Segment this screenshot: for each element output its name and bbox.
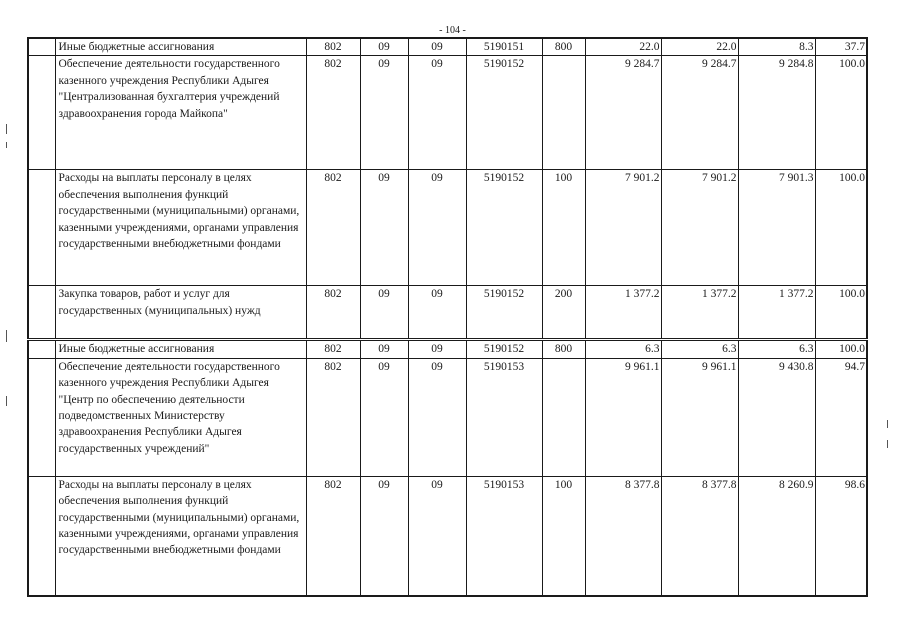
planned-amount: 7 901.2	[585, 170, 661, 286]
ministry-code: 802	[306, 38, 360, 56]
target-article-code: 5190153	[466, 358, 542, 476]
execution-percent: 37.7	[815, 38, 867, 56]
execution-percent: 100.0	[815, 286, 867, 340]
refined-amount: 6.3	[661, 340, 738, 358]
planned-amount: 1 377.2	[585, 286, 661, 340]
expense-type-code: 100	[542, 170, 585, 286]
scan-margin-mark	[887, 440, 888, 448]
row-description: Иные бюджетные ассигнования	[55, 38, 306, 56]
table-row	[28, 340, 867, 358]
actual-amount: 9 430.8	[738, 358, 815, 476]
table-row	[28, 56, 867, 170]
expense-type-code	[542, 358, 585, 476]
refined-amount: 9 961.1	[661, 358, 738, 476]
expense-type-code: 200	[542, 286, 585, 340]
scan-margin-mark	[6, 124, 7, 134]
subsection-code: 09	[408, 38, 466, 56]
section-code: 09	[360, 476, 408, 596]
row-margin-cell	[28, 38, 55, 56]
ministry-code: 802	[306, 170, 360, 286]
row-description: Обеспечение деятельности государственного казенного учреждения Республики Адыгея "Центр по обеспечению деятельности подведомственных Министерству здравоохранения Республики Адыгея государственных учреждений"	[55, 358, 306, 476]
planned-amount: 8 377.8	[585, 476, 661, 596]
subsection-code: 09	[408, 340, 466, 358]
planned-amount: 9 284.7	[585, 56, 661, 170]
scan-margin-mark	[6, 330, 7, 342]
row-description: Закупка товаров, работ и услуг для государственных (муниципальных) нужд	[55, 286, 306, 340]
section-code: 09	[360, 170, 408, 286]
table-row	[28, 170, 867, 286]
scan-margin-mark	[6, 396, 7, 406]
row-description: Расходы на выплаты персоналу в целях обеспечения выполнения функций государственными (муниципальными) органами, казенными учреждениями, органами управления государственными внебюджетными фондами	[55, 476, 306, 596]
table-row	[28, 38, 867, 56]
actual-amount: 1 377.2	[738, 286, 815, 340]
row-margin-cell	[28, 476, 55, 596]
subsection-code: 09	[408, 286, 466, 340]
ministry-code: 802	[306, 476, 360, 596]
table-row	[28, 476, 867, 596]
budget-expenditure-table	[27, 37, 868, 597]
scan-margin-mark	[6, 142, 7, 148]
refined-amount: 9 284.7	[661, 56, 738, 170]
expense-type-code	[542, 56, 585, 170]
refined-amount: 1 377.2	[661, 286, 738, 340]
target-article-code: 5190152	[466, 170, 542, 286]
row-margin-cell	[28, 170, 55, 286]
actual-amount: 9 284.8	[738, 56, 815, 170]
section-code: 09	[360, 358, 408, 476]
ministry-code: 802	[306, 56, 360, 170]
ministry-code: 802	[306, 340, 360, 358]
subsection-code: 09	[408, 358, 466, 476]
ministry-code: 802	[306, 286, 360, 340]
refined-amount: 8 377.8	[661, 476, 738, 596]
target-article-code: 5190152	[466, 286, 542, 340]
actual-amount: 8 260.9	[738, 476, 815, 596]
actual-amount: 6.3	[738, 340, 815, 358]
target-article-code: 5190152	[466, 340, 542, 358]
section-code: 09	[360, 286, 408, 340]
execution-percent: 100.0	[815, 340, 867, 358]
execution-percent: 98.6	[815, 476, 867, 596]
table-row	[28, 286, 867, 340]
execution-percent: 100.0	[815, 170, 867, 286]
page-number: - 104 -	[439, 25, 466, 36]
refined-amount: 7 901.2	[661, 170, 738, 286]
subsection-code: 09	[408, 56, 466, 170]
target-article-code: 5190152	[466, 56, 542, 170]
target-article-code: 5190151	[466, 38, 542, 56]
subsection-code: 09	[408, 476, 466, 596]
target-article-code: 5190153	[466, 476, 542, 596]
planned-amount: 9 961.1	[585, 358, 661, 476]
scan-margin-mark	[887, 420, 888, 428]
row-margin-cell	[28, 56, 55, 170]
row-margin-cell	[28, 358, 55, 476]
expense-type-code: 100	[542, 476, 585, 596]
row-description: Обеспечение деятельности государственного казенного учреждения Республики Адыгея "Централизованная бухгалтерия учреждений здравоохранения города Майкопа"	[55, 56, 306, 170]
execution-percent: 94.7	[815, 358, 867, 476]
row-margin-cell	[28, 340, 55, 358]
planned-amount: 22.0	[585, 38, 661, 56]
section-code: 09	[360, 38, 408, 56]
row-description: Иные бюджетные ассигнования	[55, 340, 306, 358]
refined-amount: 22.0	[661, 38, 738, 56]
actual-amount: 7 901.3	[738, 170, 815, 286]
table-row	[28, 358, 867, 476]
subsection-code: 09	[408, 170, 466, 286]
planned-amount: 6.3	[585, 340, 661, 358]
actual-amount: 8.3	[738, 38, 815, 56]
ministry-code: 802	[306, 358, 360, 476]
section-code: 09	[360, 56, 408, 170]
section-code: 09	[360, 340, 408, 358]
row-description: Расходы на выплаты персоналу в целях обеспечения выполнения функций государственными (муниципальными) органами, казенными учреждениями, органами управления государственными внебюджетными фондами	[55, 170, 306, 286]
expense-type-code: 800	[542, 340, 585, 358]
row-margin-cell	[28, 286, 55, 340]
execution-percent: 100.0	[815, 56, 867, 170]
expense-type-code: 800	[542, 38, 585, 56]
